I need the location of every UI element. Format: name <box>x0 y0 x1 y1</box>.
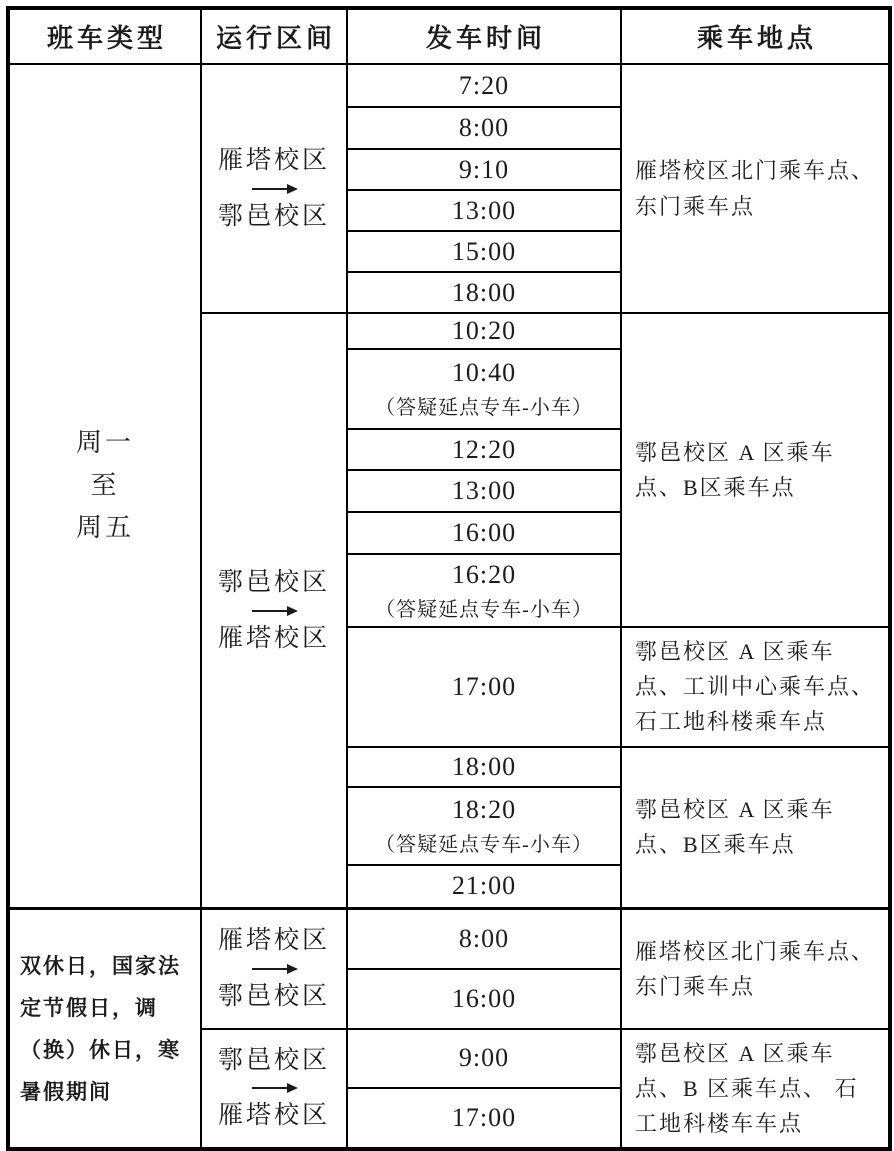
departure-time-cell: 8:00 <box>347 107 621 149</box>
boarding-location-cell: 鄠邑校区 A 区乘车点、工训中心乘车点、石工地科楼乘车点 <box>621 627 890 747</box>
boarding-location-cell: 鄠邑校区 A 区乘车点、B 区乘车点、 石工地科楼车车点 <box>621 1029 890 1150</box>
departure-time-cell <box>347 349 621 429</box>
route-huyi-to-yanta-weekend <box>201 1029 347 1150</box>
right-arrow-icon <box>252 610 296 612</box>
route-yanta-to-huyi-weekend <box>201 909 347 1029</box>
departure-time: 16:20 <box>451 559 517 589</box>
header-row <box>8 8 890 64</box>
route-to-label: 雁塔校区 <box>217 1102 330 1130</box>
bus-type-line: 周一 <box>75 427 134 457</box>
departure-time-cell: 13:00 <box>347 470 621 512</box>
departure-time: 18:20 <box>451 794 517 824</box>
route-huyi-to-yanta <box>201 313 347 909</box>
bus-type-line: 至 <box>90 470 120 500</box>
departure-time-note: （答疑延点专车-小车） <box>375 833 593 856</box>
header-bus-type: 班车类型 <box>8 8 201 64</box>
departure-time-cell: 13:00 <box>347 190 621 231</box>
route-from-label: 雁塔校区 <box>217 927 330 955</box>
route-to-label: 雁塔校区 <box>217 624 330 652</box>
departure-time-cell: 17:00 <box>347 627 621 747</box>
boarding-location-cell: 雁塔校区北门乘车点、东门乘车点 <box>621 909 890 1029</box>
departure-time-cell: 9:10 <box>347 149 621 190</box>
departure-time-cell: 12:20 <box>347 429 621 470</box>
departure-time-cell: 16:00 <box>347 512 621 554</box>
departure-time-cell: 21:00 <box>347 865 621 909</box>
departure-time-cell: 10:20 <box>347 313 621 349</box>
departure-time-cell <box>347 554 621 627</box>
departure-time-cell: 15:00 <box>347 231 621 272</box>
table-row <box>8 909 890 969</box>
departure-time-note: （答疑延点专车-小车） <box>375 598 593 621</box>
header-departure-time: 发车时间 <box>347 8 621 64</box>
departure-time-cell: 9:00 <box>347 1029 621 1088</box>
boarding-location-cell: 鄠邑校区 A 区乘车点、B区乘车点 <box>621 313 890 627</box>
right-arrow-icon <box>252 968 296 970</box>
departure-time-cell: 7:20 <box>347 64 621 107</box>
route-from-label: 鄠邑校区 <box>217 568 330 596</box>
departure-time-note: （答疑延点专车-小车） <box>375 397 593 419</box>
bus-type-line: 周五 <box>75 513 134 543</box>
departure-time-cell <box>347 787 621 865</box>
right-arrow-icon <box>252 1087 296 1089</box>
boarding-location-cell: 雁塔校区北门乘车点、东门乘车点 <box>621 64 890 313</box>
route-to-label: 鄠邑校区 <box>217 202 330 230</box>
departure-time-cell: 18:00 <box>347 747 621 787</box>
bus-schedule-table <box>6 6 892 1151</box>
departure-time-cell: 18:00 <box>347 272 621 313</box>
right-arrow-icon <box>252 188 296 190</box>
table-row <box>8 64 890 107</box>
departure-time-cell: 16:00 <box>347 969 621 1029</box>
departure-time-cell: 17:00 <box>347 1088 621 1149</box>
route-from-label: 雁塔校区 <box>217 146 330 174</box>
departure-time-cell: 8:00 <box>347 909 621 969</box>
header-route: 运行区间 <box>201 8 347 64</box>
route-to-label: 鄠邑校区 <box>217 982 330 1010</box>
header-boarding-location: 乘车地点 <box>621 8 890 64</box>
bus-type-weekday <box>8 64 201 909</box>
bus-type-weekend: 双休日，国家法定节假日，调（换）休日，寒暑假期间 <box>8 909 201 1150</box>
boarding-location-cell: 鄠邑校区 A 区乘车点、B区乘车点 <box>621 747 890 909</box>
departure-time: 10:40 <box>451 358 517 387</box>
route-yanta-to-huyi <box>201 64 347 313</box>
route-from-label: 鄠邑校区 <box>217 1046 330 1074</box>
